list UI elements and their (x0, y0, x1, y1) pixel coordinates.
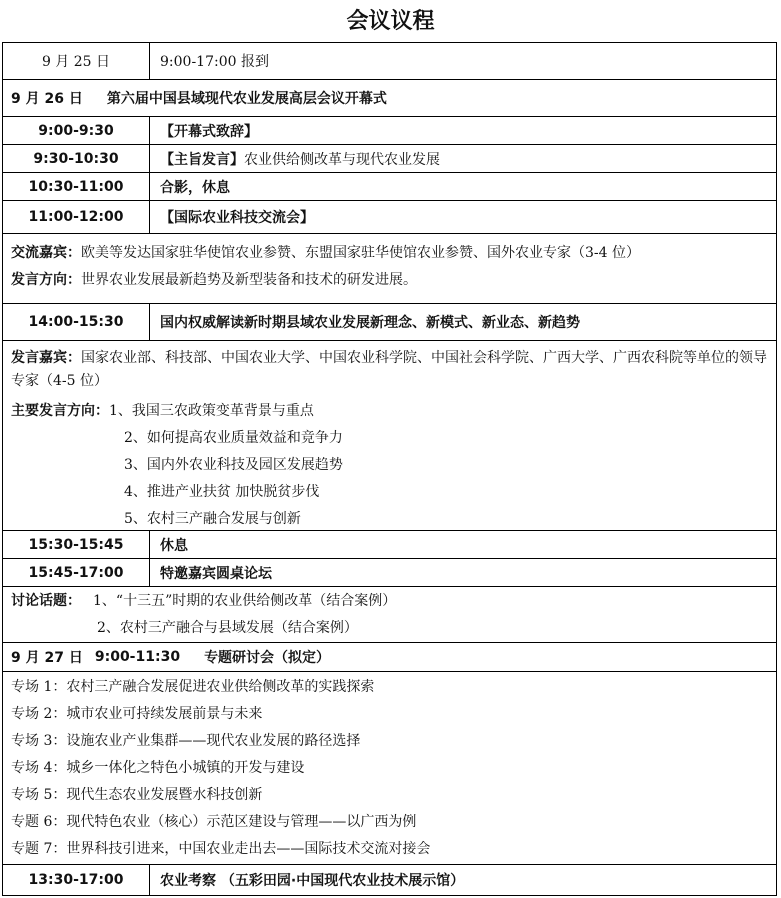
topic-item: 4、推进产业扶贫 加快脱贫步伐 (124, 484, 320, 500)
table-row (3, 145, 776, 173)
time-cell: 15:45-17:00 (3, 559, 150, 586)
item-cell: 特邀嘉宾圆桌论坛 (160, 565, 272, 582)
time-cell: 9:00-9:30 (3, 117, 150, 144)
day-date: 9 月 26 日 (11, 91, 83, 107)
day-header-row (3, 80, 776, 117)
discussion-topic: 2、农村三产融合与县域发展（结合案例） (97, 620, 358, 636)
track-item: 专题 7：世界科技引进来，中国农业走出去——国际技术交流对接会 (11, 841, 431, 857)
agenda-table (2, 42, 777, 896)
topic-item: 2、如何提高农业质量效益和竞争力 (124, 430, 343, 446)
speakers-text: 发言嘉宾：国家农业部、科技部、中国农业大学、中国农业科学院、中国社会科学院、广西大学、广西农科院等单位的领导专家（4-5 位） (11, 350, 767, 389)
topic-item: 主要发言方向：1、我国三农政策变革背景与重点 (11, 403, 314, 419)
day-title: 专题研讨会（拟定） (204, 650, 331, 666)
exchange-guests: 交流嘉宾：欧美等发达国家驻华使馆农业参赞、东盟国家驻华使馆农业参赞、国外农业专家（3-4 位） (11, 245, 640, 261)
session-tag: 【开幕式致辞】 (160, 123, 258, 140)
session-tag: 【国际农业科技交流会】 (160, 210, 314, 226)
item-cell: 9:00-17:00 报到 (160, 54, 269, 70)
topic-item: 3、国内外农业科技及园区发展趋势 (124, 457, 343, 473)
day-time: 9:00-11:30 (94, 649, 181, 665)
exchange-block (3, 234, 776, 304)
discussion-topic: 讨论话题： 1、“十三五”时期的农业供给侧改革（结合案例） (11, 593, 397, 609)
track-item: 专场 4：城乡一体化之特色小城镇的开发与建设 (11, 760, 305, 776)
speakers-block (3, 341, 776, 531)
day-header (3, 643, 776, 671)
table-row (3, 559, 776, 587)
item-cell: 国内权威解读新时期县域农业发展新理念、新模式、新业态、新趋势 (160, 315, 580, 331)
session-tag: 合影，休息 (160, 179, 230, 196)
time-cell: 15:30-15:45 (3, 531, 150, 558)
item-cell (150, 201, 776, 233)
table-row (3, 865, 776, 895)
day-header-row (3, 643, 776, 672)
table-row (3, 173, 776, 201)
table-row (3, 201, 776, 234)
session-tag: 【主旨发言】 (160, 151, 244, 168)
page-title: 会议议程 (346, 9, 435, 34)
track-item: 专场 5：现代生态农业发展暨水科技创新 (11, 787, 263, 803)
track-item: 专场 2：城市农业可持续发展前景与未来 (11, 706, 263, 722)
track-item: 专场 3：设施农业产业集群——现代农业发展的路径选择 (11, 733, 361, 749)
time-cell: 9:30-10:30 (3, 145, 150, 172)
item-cell: 休息 (160, 537, 188, 554)
time-cell: 11:00-12:00 (3, 201, 150, 233)
date-cell: 9 月 25 日 (3, 43, 150, 79)
day-date: 9 月 27 日 (11, 650, 83, 666)
exchange-direction: 发言方向：世界农业发展最新趋势及新型装备和技术的研发进展。 (11, 272, 417, 288)
item-cell (150, 117, 776, 144)
day-header (3, 80, 776, 116)
tracks-block (3, 672, 776, 865)
item-cell: 农业考察 （五彩田园·中国现代农业技术展示馆） (160, 873, 465, 889)
time-cell: 13:30-17:00 (3, 865, 150, 895)
session-text: 农业供给侧改革与现代农业发展 (244, 151, 440, 168)
table-row (3, 43, 776, 80)
item-cell (150, 145, 776, 172)
table-row (3, 117, 776, 145)
table-row (3, 304, 776, 341)
track-item: 专题 6：现代特色农业（核心）示范区建设与管理——以广西为例 (11, 814, 417, 830)
table-row (3, 531, 776, 559)
time-cell: 14:00-15:30 (3, 304, 150, 340)
day-title: 第六届中国县域现代农业发展高层会议开幕式 (106, 91, 387, 107)
item-cell (150, 173, 776, 200)
track-item: 专场 1：农村三产融合发展促进农业供给侧改革的实践探索 (11, 679, 375, 695)
topic-item: 5、农村三产融合发展与创新 (124, 511, 301, 527)
time-cell: 10:30-11:00 (3, 173, 150, 200)
discussion-block (3, 587, 776, 643)
